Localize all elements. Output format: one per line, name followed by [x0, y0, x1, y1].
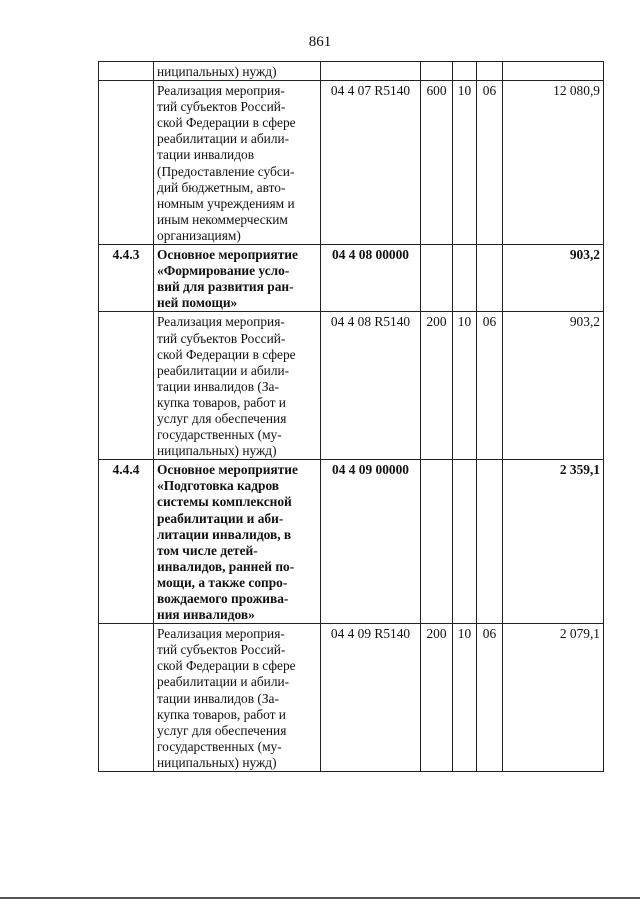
name-line: мощи, а также сопро- [157, 574, 288, 590]
name-line: Реализация мероприя- [157, 626, 285, 642]
cell-target-code: 04 4 09 00000 [321, 460, 421, 624]
name-line: Основное мероприятие [157, 247, 298, 263]
name-line: ней помощи» [157, 295, 238, 311]
name-line: (Предоставление субси- [157, 163, 295, 179]
cell-target-code: 04 4 08 00000 [321, 245, 421, 312]
name-line: ской Федерации в сфере [157, 658, 296, 674]
name-line: ниципальных) нужд) [157, 754, 277, 770]
name-line: ской Федерации в сфере [157, 346, 296, 362]
cell-subsection: 06 [477, 312, 503, 460]
cell-subsection [477, 62, 503, 81]
page-number: 861 [308, 34, 332, 50]
name-line: государственных (му- [157, 738, 282, 754]
name-line: тации инвалидов [157, 147, 255, 163]
name-line: организациям) [157, 227, 241, 243]
cell-number [99, 312, 154, 460]
cell-section: 10 [453, 81, 477, 245]
name-line: купка товаров, работ и [157, 394, 286, 410]
name-line: реабилитации и абили- [157, 131, 290, 147]
cell-amount: 2 359,1 [503, 460, 604, 624]
cell-name [154, 624, 321, 772]
table-row-detail [99, 62, 604, 81]
cell-number [99, 62, 154, 81]
name-line: ния инвалидов» [157, 607, 255, 623]
name-line: тий субъектов Россий- [157, 330, 286, 346]
name-line: номным учреждениям и [157, 195, 295, 211]
name-line: том числе детей- [157, 542, 258, 558]
name-line: системы комплексной [157, 494, 292, 510]
table-row-main-event [99, 245, 604, 312]
cell-number [99, 624, 154, 772]
name-line: Реализация мероприя- [157, 314, 285, 330]
name-line: ской Федерации в сфере [157, 115, 296, 131]
cell-section [453, 460, 477, 624]
name-line: купка товаров, работ и [157, 706, 286, 722]
name-line: «Формирование усло- [157, 263, 290, 279]
name-line: иным некоммерческим [157, 211, 288, 227]
name-line: дий бюджетным, авто- [157, 179, 286, 195]
name-line: вий для развития ран- [157, 279, 294, 295]
cell-number: 4.4.3 [99, 245, 154, 312]
cell-name [154, 81, 321, 245]
cell-target-code [321, 62, 421, 81]
name-line: реабилитации и аби- [157, 510, 284, 526]
cell-expense-type: 200 [421, 312, 453, 460]
name-line: тий субъектов Россий- [157, 99, 286, 115]
cell-section: 10 [453, 624, 477, 772]
cell-target-code: 04 4 07 R5140 [321, 81, 421, 245]
cell-target-code: 04 4 08 R5140 [321, 312, 421, 460]
cell-expense-type [421, 460, 453, 624]
cell-name [154, 460, 321, 624]
cell-expense-type [421, 245, 453, 312]
name-line: «Подготовка кадров [157, 478, 280, 494]
cell-number [99, 81, 154, 245]
name-line: инвалидов, ранней по- [157, 558, 295, 574]
cell-expense-type: 200 [421, 624, 453, 772]
table-row-detail [99, 312, 604, 460]
name-line: ниципальных) нужд) [157, 64, 277, 79]
cell-subsection: 06 [477, 624, 503, 772]
budget-table [98, 61, 604, 772]
name-line: тации инвалидов (За- [157, 378, 279, 394]
cell-expense-type: 600 [421, 81, 453, 245]
name-line: ниципальных) нужд) [157, 443, 277, 459]
cell-name [154, 312, 321, 460]
table-row-detail [99, 624, 604, 772]
table-row-main-event [99, 460, 604, 624]
name-line: тий субъектов Россий- [157, 642, 286, 658]
name-line: реабилитации и абили- [157, 674, 290, 690]
table-body [99, 62, 604, 772]
name-line: литации инвалидов, в [157, 526, 292, 542]
cell-subsection: 06 [477, 81, 503, 245]
cell-amount: 12 080,9 [503, 81, 604, 245]
cell-number: 4.4.4 [99, 460, 154, 624]
cell-section [453, 62, 477, 81]
name-line: Реализация мероприя- [157, 83, 285, 99]
cell-section [453, 245, 477, 312]
bottom-rule [0, 897, 640, 899]
cell-subsection [477, 245, 503, 312]
table-row-detail [99, 81, 604, 245]
name-line: реабилитации и абили- [157, 362, 290, 378]
cell-amount: 2 079,1 [503, 624, 604, 772]
name-line: вождаемого прожива- [157, 591, 289, 606]
cell-amount: 903,2 [503, 312, 604, 460]
cell-section: 10 [453, 312, 477, 460]
cell-subsection [477, 460, 503, 624]
cell-target-code: 04 4 09 R5140 [321, 624, 421, 772]
name-line: государственных (му- [157, 427, 282, 443]
cell-amount: 903,2 [503, 245, 604, 312]
cell-name [154, 62, 321, 81]
name-line: услуг для обеспечения [157, 722, 287, 738]
cell-name [154, 245, 321, 312]
name-line: Основное мероприятие [157, 462, 298, 478]
name-line: тации инвалидов (За- [157, 690, 279, 706]
cell-amount [503, 62, 604, 81]
name-line: услуг для обеспечения [157, 410, 287, 426]
cell-expense-type [421, 62, 453, 81]
